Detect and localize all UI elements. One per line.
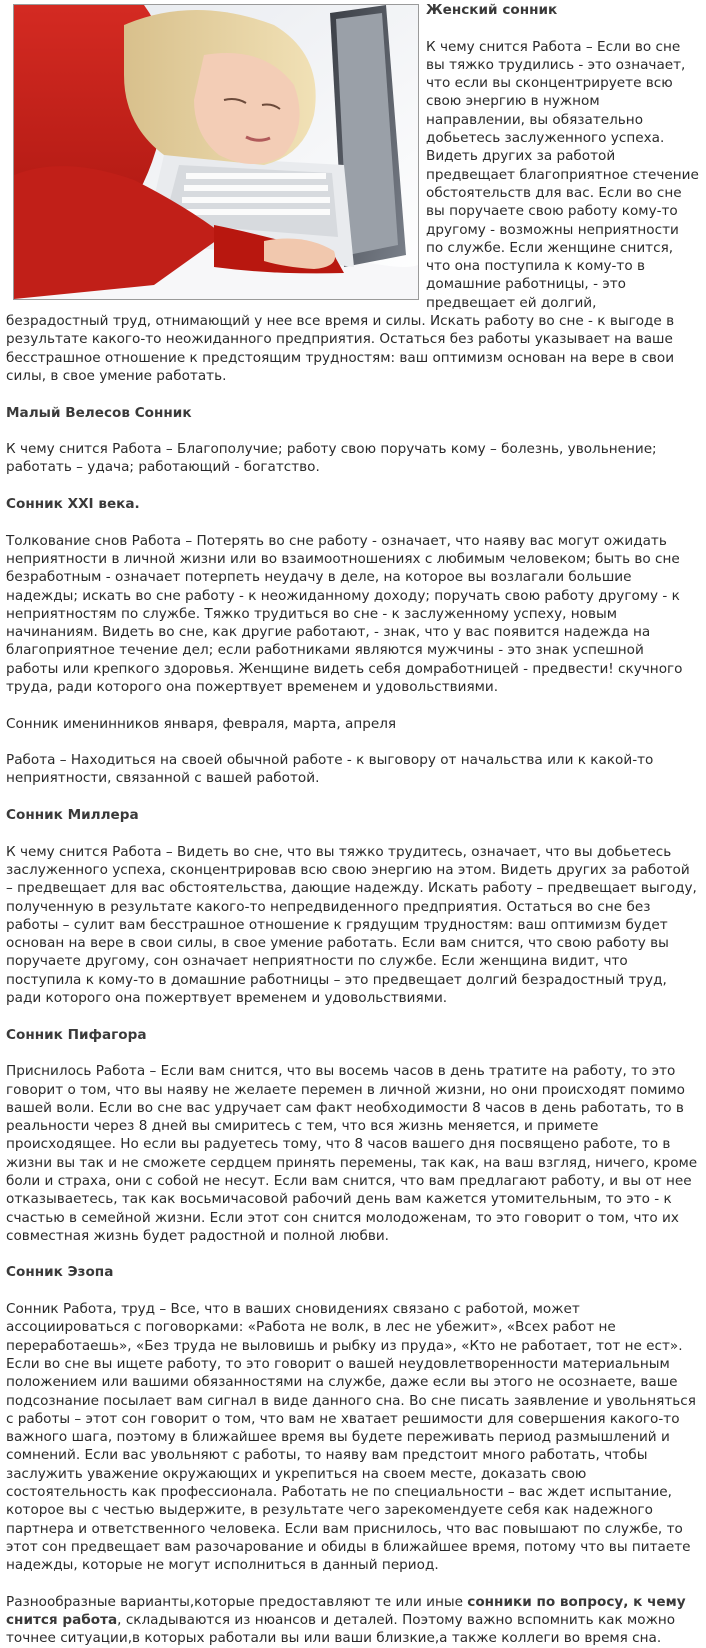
- section-title-womens: Женский сонник: [426, 2, 558, 18]
- section-text-aesop: Сонник Работа, труд – Все, что в ваших сновидениях связано с работой, может ассоциироваться с поговорками: «Работа не волк, в лес не убежит», «Всех работ не переработаешь», «Без труда не выловишь и рыбку из пруда», «Кто не работает, тот не ест». Если во сне вы ищете работу, то это говорит о вашей неудовлетворенности материальным положением или вашими обязанностями на службе, даже если вы этого не осознаете, ваше подсознание посылает вам сигнал в виде данного сна. Во сне писать заявление и увольняться с работы – этот сон говорит о том, что вам не хватает решимости для совершения какого-то важного шага, поэтому в ближайшее время вы будете переживать период размышлений и сомнений. Если вас увольняют с работы, то наяву вам предстоит много работать, чтобы заслужить уважение окружающих и укрепиться на своем месте, доказать свою состоятельность как профессионала. Работать не по специальности – вас ждет испытание, которое вы с честью выдержите, в результате чего зарекомендуете себя как надежного партнера и ответственного человека. Если вам приснилось, что вас повышают по службе, то этот сон предвещает вам разочарование и обиды в ближайшее время, потому что вы питаете надежды, которые не могут исполниться в данный период.: [6, 1301, 696, 1574]
- section-text-xxi: Толкование снов Работа – Потерять во сне работу - означает, что наяву вас могут ожидать неприятности в личной жизни или во взаимоотношениях с любимым человеком; быть во сне безработным - означает потерпеть неудачу в деле, на которое вы возлагали большие надежды; искать во сне работу - к неожиданному доходу; поручать свою работу другому - к неприятностям по службе. Тяжко трудиться во сне - к заслуженному успеху, новым начинаниям. Видеть во сне, как другие работают, - знак, что у вас появится надежда на благоприятное течение дел; если работниками являются мужчины - это знак успешной работы или крепкого здоровья. Женщине видеть себя домработницей - предвести! скучного труда, ради которого она пожертвует временем и удовольствиями.: [6, 532, 683, 695]
- section-title-xxi: Сонник XXI века.: [6, 496, 140, 513]
- section-text-birthdays: Работа – Находиться на своей обычной работе - к выговору от начальства или к какой-то неприятности, связанной с вашей работой.: [6, 752, 654, 787]
- outro-after: , складываются из нюансов и деталей. Поэтому важно вспомнить как можно точнее ситуации,в которых работали вы или ваши близкие,а также коллеги во время сна.: [6, 1612, 676, 1647]
- outro-bold-phrase: сонники по вопросу, к чему снится работа: [6, 1593, 686, 1629]
- section-title-birthdays: Сонник именинников января, февраля, марта, апреля: [6, 715, 397, 732]
- sleeping-woman-laptop-image: [14, 5, 418, 299]
- section-text-veles: К чему снится Работа – Благополучие; работу свою поручать кому – болезнь, увольнение; работать – удача; работающий - богатство.: [6, 441, 657, 476]
- section-title-miller: Сонник Миллера: [6, 807, 139, 824]
- section-text-womens: К чему снится Работа – Если во сне вы тяжко трудились - это означает, что если вы сконцентрируете всю свою энергию в нужном направлении, вы обязательно добьетесь заслуженного успеха. Видеть других за работой предвещает благоприятное стечение обстоятельств для вас. Если во сне вы поручаете свою работу кому-то другому - возможны неприятности по службе. Если женщине снится, что она поступила к кому-то в домашние работницы, - это предвещает ей долгий, безрадостный труд, отнимающий у нее все время и силы. Искать работу во сне - к выгоде в результате какого-то неожиданного предприятия. Остаться без работы указывает на ваше бесстрашное отношение к предстоящим трудностям: ваш оптимизм основан на вере в свои силы, в свое умение работать.: [6, 38, 699, 384]
- outro-paragraph: [6, 1593, 700, 1648]
- section-title-pythagoras: Сонник Пифагора: [6, 1026, 147, 1043]
- section-title-aesop: Сонник Эзопа: [6, 1264, 114, 1281]
- article-photo: [13, 4, 419, 300]
- section-title-veles: Малый Велесов Сонник: [6, 404, 192, 421]
- outro-before: Разнообразные варианты,которые предоставляют те или иные: [6, 1593, 468, 1610]
- section-text-pythagoras: Приснилось Работа – Если вам снится, что вы восемь часов в день тратите на работу, то это говорит о том, что вы наяву не желаете перемен в личной жизни, но они происходят помимо вашей воли. Если во сне вас удручает сам факт необходимости 8 часов в день работать, то в реальности через 8 дней вы смиритесь с тем, что вся жизнь меняется, и примете происходящее. Но если вы радуетесь тому, что 8 часов вашего дня посвящено работе, то в жизни вы так и не сможете сердцем принять перемены, так как, на ваш взгляд, ничего, кроме боли и страха, они с собой не несут. Если вам снится, что вам предлагают работу, и вы от нее отказываетесь, так как восьмичасовой рабочий день вам кажется утомительным, то это - к счастью в семейной жизни. Если этот сон снится молодоженам, то это говорит о том, что их совместная жизнь будет радостной и полной любви.: [6, 1063, 698, 1244]
- section-text-miller: К чему снится Работа – Видеть во сне, что вы тяжко трудитесь, означает, что вы добьетесь заслуженного успеха, сконцентрировав всю свою энергию на этом. Видеть других за работой – предвещает для вас обстоятельства, дающие надежду. Искать работу – предвещает выгоду, полученную в результате какого-то непредвиденного предприятия. Остаться во сне без работы – сулит вам бесстрашное отношение к грядущим трудностям: ваш оптимизм будет основан на вере в свои силы, в свое умение работать. Если вам снится, что свою работу вы поручаете другому, сон означает неприятности по службе. Если женщина видит, что поступила к кому-то в домашние работницы – это предвещает долгий безрадостный труд, ради которого она пожертвует временем и удовольствиями.: [6, 843, 697, 1007]
